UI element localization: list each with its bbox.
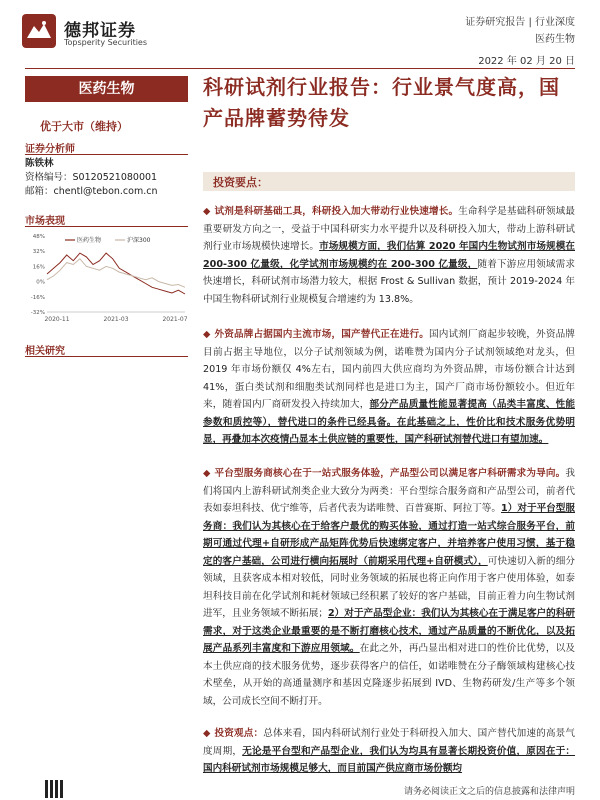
industry-banner: 医药生物 <box>25 76 188 102</box>
y-tick-label: -16% <box>30 294 45 301</box>
series-line-0 <box>47 253 185 294</box>
analyst-email[interactable]: 邮箱：chentl@tebon.com.cn <box>25 186 158 197</box>
qr-code-icon <box>45 780 63 798</box>
related-section-title: 相关研究 <box>25 346 65 357</box>
analyst-cert: 资格编号：S0120521080001 <box>25 172 158 183</box>
point-4: ◆ 投资观点：总体来看，国内科研试剂行业处于科研投入加大、国产替代加速的高景气度周期，无论是平台型和产品型企业，我们认为均具有显著长期投资价值，原因在于：国内科研试剂市场规模足够大，而目前国产供应商市场份额均 <box>203 728 576 774</box>
logo-name-en: Topsperity Securities <box>64 38 148 47</box>
industry-tag: 医药生物 <box>535 34 575 45</box>
report-type: 证券研究报告 | 行业深度 <box>465 17 575 28</box>
legend-label: 医药生物 <box>77 237 102 244</box>
y-tick-label: 48% <box>32 234 45 240</box>
bullet-icon: ◆ <box>203 206 211 217</box>
analyst-name: 陈铁林 <box>25 158 54 169</box>
bullet-icon: ◆ <box>203 468 211 479</box>
point-2: ◆ 外资品牌占据国内主流市场，国产替代正在进行。国内试剂厂商起步较晚，外资品牌目前占据主导地位，以分子试剂领域为例，诺唯赞为国内分子试剂领域绝对龙头，但 2019 年市场份额仅 4%左右，国内前四大供应商均为外资品牌，市场份额合计达到 41%，蛋白类试剂和细胞类试剂同样也是进口为主，国产厂商市场份额较小。但近年来，随着国内厂商研发投入持续加大，部分产品质量性能显著提高（品类丰富度、性能参数和质控等），替代进口的条件已经具备。在此基础之上，性价比和技术服务优势明显，再叠加本次疫情凸显本土供应链的重要性，国产科研试剂替代进口有望加速。 <box>203 329 576 445</box>
page-footer <box>0 778 600 800</box>
market-divider <box>25 226 188 227</box>
disclaimer-text: 请务必阅读正文之后的信息披露和法律声明 <box>403 787 575 797</box>
header-divider <box>25 68 575 69</box>
x-tick-label: 2021-03 <box>103 316 129 323</box>
y-tick-label: -32% <box>30 310 45 316</box>
bullet-icon: ◆ <box>203 329 211 340</box>
abstract-label: 投资要点： <box>213 176 268 189</box>
market-performance-chart <box>25 230 188 330</box>
analyst-divider <box>25 154 188 155</box>
related-divider <box>25 356 188 357</box>
report-meta <box>465 14 575 48</box>
x-tick-label: 2021-07 <box>162 316 188 323</box>
analyst-section-title: 证券分析师 <box>25 144 75 155</box>
logo-name-cn: 德邦证券 <box>64 21 136 41</box>
legend-label: 沪深300 <box>127 237 151 244</box>
point-3: ◆ 平台型服务商核心在于一站式服务体验，产品型公司以满足客户科研需求为导向。我们将国内上游科研试剂类企业大致分为两类：平台型综合服务商和产品型公司，前者代表如泰坦科技、优宁维等，后者代表为诺唯赞、百普赛斯、阿拉丁等。1）对于平台型服务商：我们认为其核心在于给客户最优的购买体验，通过打造一站式综合服务平台，前期可通过代理+自研形成产品矩阵优势后快速绑定客户，并培养客户使用习惯，基于稳定的客户基础，公司进行横向拓展时（前期采用代理+自研模式），可快速切入新的细分领域，且获客成本相对较低，同时业务领域的拓展也将正向作用于客户使用体验，如泰坦科技目前在化学试剂和耗材领域已经积累了较好的客户基础，目前正着力向生物试剂进军，且业务领域不断拓展；2）对于产品型企业：我们认为其核心在于满足客户的科研需求，对于这类企业最重要的是不断打磨核心技术，通过产品质量的不断优化，以及拓展产品系列丰富度和下游应用领域。在此之外，再凸显出相对进口的性价比优势，以及本土供应商的技术服务优势，逐步获得客户的信任，如诺唯赞在分子酶领域构建核心技术壁垒，从开始的高通量测序和基因克隆逐步拓展到 IVD、生物药研发/生产等多个领域，公司成长空间不断打开。 <box>203 468 576 707</box>
rating-label: 优于大市（维持） <box>40 120 128 133</box>
y-tick-label: 0% <box>36 279 45 286</box>
report-title: 科研试剂行业报告：行业景气度高，国产品牌蓄势待发 <box>203 75 560 130</box>
report-date: 2022 年 02 月 20 日 <box>478 56 575 67</box>
market-section-title: 市场表现 <box>25 216 65 227</box>
y-tick-label: 32% <box>32 249 45 256</box>
y-tick-label: 16% <box>32 264 45 271</box>
bullet-icon: ◆ <box>203 728 211 739</box>
company-logo <box>22 14 212 54</box>
x-tick-label: 2020-11 <box>44 316 70 323</box>
bull-logo-icon <box>22 14 56 48</box>
point-1: ◆ 试剂是科研基础工具，科研投入加大带动行业快速增长。生命科学是基础科研领域最重要研发方向之一，受益于中国科研实力水平提升以及科研投入加大，带动上游科研试剂行业市场规模快速增长。市场规模方面，我们估算 2020 年国内生物试剂市场规模在 200-300 亿量级，化学试剂市场规模约在 200-300 亿量级，随着下游应用领域需求快速增长，科研试剂市场潜力较大，根据 Frost & Sullivan 数据，预计 2019-2024 年中国生物科研试剂行业规模复合增速约为 13.8%。 <box>203 206 576 305</box>
